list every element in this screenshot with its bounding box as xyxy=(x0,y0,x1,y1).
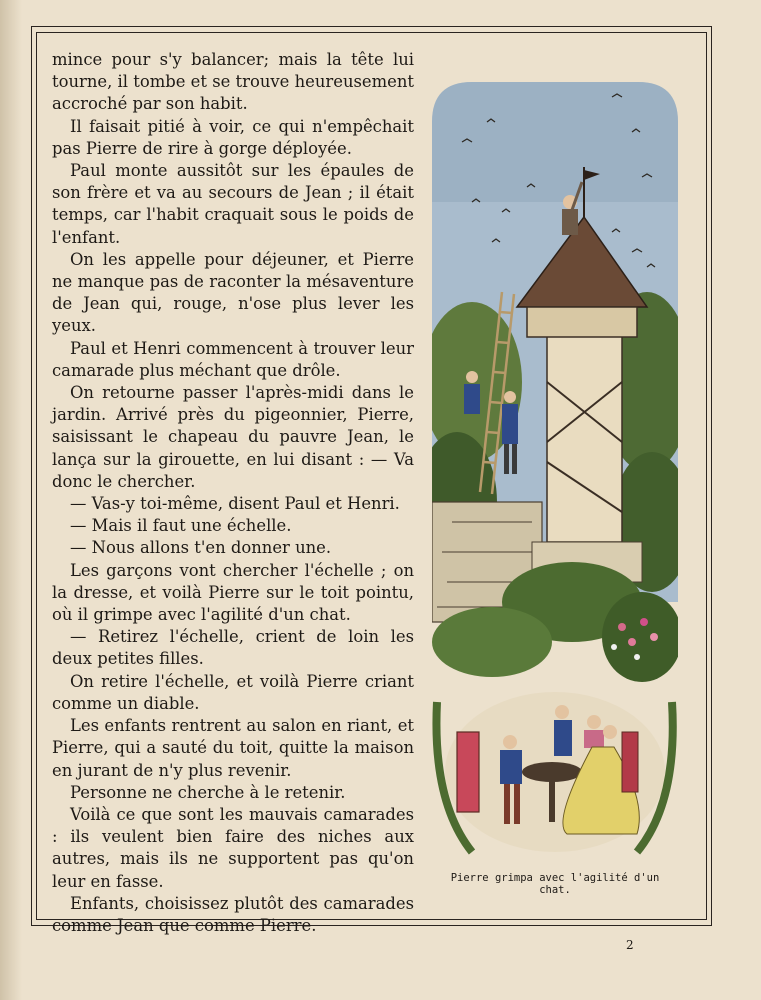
illustration-pigeon-tower xyxy=(432,82,678,862)
page-gutter-shadow xyxy=(0,0,22,1000)
paragraph: Personne ne cherche à le retenir. xyxy=(70,782,346,802)
red-chair xyxy=(457,732,479,812)
paragraph: Il faisait pitié à voir, ce qui n'empêchait pas Pierre de rire à gorge déployée. xyxy=(52,116,414,158)
paragraph: Enfants, choisissez plutôt des camarades comme Jean que comme Pierre. xyxy=(52,893,414,935)
dialogue-line: — Nous allons t'en donner une. xyxy=(70,538,332,558)
dialogue-line: — Mais il faut une échelle. xyxy=(70,516,292,536)
illustration-caption: Pierre grimpa avec l'agilité d'un chat. xyxy=(450,872,660,896)
paragraph: On retire l'échelle, et voilà Pierre criant comme un diable. xyxy=(52,671,414,713)
paragraph: On les appelle pour déjeuner, et Pierre ne manque pas de raconter la mésaventure de Jean qui, rouge, n'ose plus lever les yeux. xyxy=(52,249,414,336)
paragraph: Voilà ce que sont les mauvais camarades : ils veulent bien faire des niches aux autres, mais ils ne supportent pas qu'on leur en fasse. xyxy=(52,804,414,891)
paragraph: Les garçons vont chercher l'échelle ; on la dresse, et voilà Pierre sur le toit pointu, où il grimpe avec l'agilité d'un chat. xyxy=(52,560,414,625)
paragraph: Les enfants rentrent au salon en riant, et Pierre, qui a sauté du toit, quitte la maison en jurant de n'y plus revenir. xyxy=(52,716,414,780)
body-text-column xyxy=(52,49,414,937)
page-number: 2 xyxy=(626,938,634,952)
paragraph: Paul et Henri commencent à trouver leur camarade plus méchant que drôle. xyxy=(52,338,414,380)
dialogue-line: — Retirez l'échelle, crient de loin les deux petites filles. xyxy=(52,627,414,669)
paragraph: mince pour s'y balancer; mais la tête lui tourne, il tombe et se trouve heureusement accroché par son habit. xyxy=(52,50,414,114)
salon-scene xyxy=(436,692,672,852)
paragraph: Paul monte aussitôt sur les épaules de son frère et va au secours de Jean ; il était temps, car l'habit craquait sous le poids de l'enfant. xyxy=(52,161,414,247)
paragraph: On retourne passer l'après-midi dans le jardin. Arrivé près du pigeonnier, Pierre, saisissant le chapeau du pauvre Jean, le lança sur la girouette, en lui disant : — Va donc le chercher. xyxy=(52,383,414,491)
dialogue-line: — Vas-y toi-même, disent Paul et Henri. xyxy=(70,494,400,514)
